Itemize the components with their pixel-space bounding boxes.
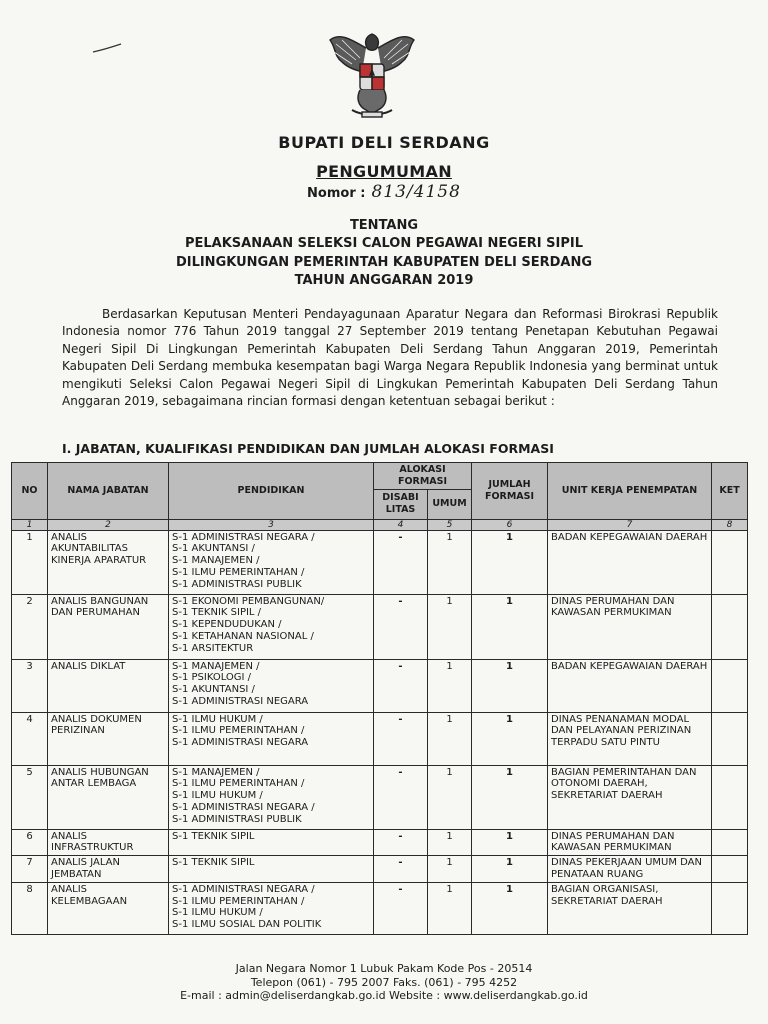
row-jabatan: ANALIS DOKUMEN PERIZINAN xyxy=(48,712,169,765)
column-number: 8 xyxy=(712,519,748,530)
pendidikan-line: S-1 EKONOMI PEMBANGUNAN/ xyxy=(172,595,325,607)
row-umum: 1 xyxy=(428,594,472,659)
col-header-no: NO xyxy=(12,463,48,520)
col-header-pendidikan: PENDIDIKAN xyxy=(169,463,374,520)
footer-phone: Telepon (061) - 795 2007 Faks. (061) - 795 4252 xyxy=(250,976,518,989)
table-row xyxy=(12,712,748,765)
col-header-jabatan: NAMA JABATAN xyxy=(48,463,169,520)
pendidikan-line: S-1 MANAJEMEN / xyxy=(172,555,260,567)
row-disabilitas: - xyxy=(374,882,428,934)
row-unit: BADAN KEPEGAWAIAN DAERAH xyxy=(548,659,712,712)
row-umum: 1 xyxy=(428,530,472,594)
row-pendidikan xyxy=(169,882,374,934)
table-row xyxy=(12,829,748,856)
col-header-disabilitas: DISABI LITAS xyxy=(374,489,428,519)
row-ket xyxy=(712,765,748,829)
doc-type: PENGUMUMAN xyxy=(316,162,452,181)
section-title: I. JABATAN, KUALIFIKASI PENDIDIKAN DAN JUMLAH ALOKASI FORMASI xyxy=(62,441,554,456)
row-jumlah: 1 xyxy=(472,594,548,659)
row-disabilitas: - xyxy=(374,530,428,594)
pen-mark xyxy=(92,42,122,56)
number-label: Nomor : xyxy=(307,186,366,201)
formasi-table xyxy=(11,462,748,935)
pendidikan-line: S-1 ADMINISTRASI PUBLIK xyxy=(172,578,302,590)
pendidikan-line: S-1 ADMINISTRASI NEGARA / xyxy=(172,801,315,813)
table-row xyxy=(12,856,748,883)
row-jumlah: 1 xyxy=(472,856,548,883)
column-number-row xyxy=(12,519,748,530)
pendidikan-line: S-1 ILMU HUKUM / xyxy=(172,790,263,802)
row-unit: BAGIAN ORGANISASI, SEKRETARIAT DAERAH xyxy=(548,882,712,934)
row-jabatan: ANALIS BANGUNAN DAN PERUMAHAN xyxy=(48,594,169,659)
row-jabatan: ANALIS HUBUNGAN ANTAR LEMBAGA xyxy=(48,765,169,829)
table-row xyxy=(12,530,748,594)
row-jumlah: 1 xyxy=(472,882,548,934)
pendidikan-line: S-1 ILMU HUKUM / xyxy=(172,907,263,919)
title-line-2: DILINGKUNGAN PEMERINTAH KABUPATEN DELI SERDANG xyxy=(175,255,593,270)
pendidikan-line: S-1 ILMU HUKUM / xyxy=(172,713,263,725)
pendidikan-line: S-1 ILMU SOSIAL DAN POLITIK xyxy=(172,919,322,931)
row-unit: DINAS PERUMAHAN DAN KAWASAN PERMUKIMAN xyxy=(548,594,712,659)
row-pendidikan xyxy=(169,712,374,765)
pendidikan-line: S-1 AKUNTANSI / xyxy=(172,684,255,696)
row-pendidikan xyxy=(169,829,374,856)
row-unit: DINAS PEKERJAAN UMUM DAN PENATAAN RUANG xyxy=(548,856,712,883)
pendidikan-line: S-1 ADMINISTRASI NEGARA / xyxy=(172,883,315,895)
tentang-label: TENTANG xyxy=(349,218,419,233)
row-ket xyxy=(712,829,748,856)
row-no: 1 xyxy=(12,530,48,594)
row-no: 8 xyxy=(12,882,48,934)
table-row xyxy=(12,765,748,829)
pendidikan-line: S-1 KETAHANAN NASIONAL / xyxy=(172,630,314,642)
number-value: 813/4158 xyxy=(371,182,461,202)
column-number: 5 xyxy=(428,519,472,530)
doc-number xyxy=(0,182,768,202)
row-jabatan: ANALIS DIKLAT xyxy=(48,659,169,712)
intro-paragraph: Berdasarkan Keputusan Menteri Pendayagunaan Aparatur Negara dan Reformasi Birokrasi Republik Indonesia nomor 776 Tahun 2019 tanggal 27 September 2019 tentang Penetapan Kebutuhan Pegawai Negeri Sipil Di Lingkungan Pemerintah Kabupaten Deli Serdang Tahun Anggaran 2019, Pemerintah Kabupaten Deli Serdang membuka kesempatan bagi Warga Negara Republik Indonesia yang berminat untuk mengikuti Seleksi Calon Pegawai Negeri Sipil di Lingkukan Pemerintah Kabupaten Deli Serdang Tahun Anggaran 2019, sebagaimana rincian formasi dengan ketentuan sebagai berikut : xyxy=(62,307,718,409)
row-no: 6 xyxy=(12,829,48,856)
column-number: 4 xyxy=(374,519,428,530)
pendidikan-line: S-1 KEPENDUDUKAN / xyxy=(172,619,282,631)
footer-address: Jalan Negara Nomor 1 Lubuk Pakam Kode Pos - 20514 xyxy=(235,962,533,975)
row-jabatan: ANALIS INFRASTRUKTUR xyxy=(48,829,169,856)
row-umum: 1 xyxy=(428,856,472,883)
col-header-ket: KET xyxy=(712,463,748,520)
row-disabilitas: - xyxy=(374,712,428,765)
pendidikan-line: S-1 ARSITEKTUR xyxy=(172,642,254,654)
row-disabilitas: - xyxy=(374,659,428,712)
row-disabilitas: - xyxy=(374,765,428,829)
row-jabatan: ANALIS JALAN JEMBATAN xyxy=(48,856,169,883)
row-jabatan: ANALIS AKUNTABILITAS KINERJA APARATUR xyxy=(48,530,169,594)
pendidikan-line: S-1 ADMINISTRASI NEGARA / xyxy=(172,531,315,543)
row-unit: BAGIAN PEMERINTAHAN DAN OTONOMI DAERAH, SEKRETARIAT DAERAH xyxy=(548,765,712,829)
row-unit: BADAN KEPEGAWAIAN DAERAH xyxy=(548,530,712,594)
row-no: 7 xyxy=(12,856,48,883)
column-number: 7 xyxy=(548,519,712,530)
pendidikan-line: S-1 ADMINISTRASI PUBLIK xyxy=(172,813,302,825)
table-row xyxy=(12,594,748,659)
column-number: 3 xyxy=(169,519,374,530)
col-header-jumlah: JUMLAH FORMASI xyxy=(472,463,548,520)
pendidikan-line: S-1 MANAJEMEN / xyxy=(172,660,260,672)
row-no: 5 xyxy=(12,765,48,829)
garuda-emblem-icon xyxy=(322,26,422,126)
col-header-unit: UNIT KERJA PENEMPATAN xyxy=(548,463,712,520)
row-umum: 1 xyxy=(428,712,472,765)
row-jabatan: ANALIS KELEMBAGAAN xyxy=(48,882,169,934)
row-no: 2 xyxy=(12,594,48,659)
row-ket xyxy=(712,882,748,934)
column-number: 1 xyxy=(12,519,48,530)
row-umum: 1 xyxy=(428,765,472,829)
table-row xyxy=(12,882,748,934)
pendidikan-line: S-1 TEKNIK SIPIL xyxy=(172,857,255,869)
row-umum: 1 xyxy=(428,659,472,712)
title-line-1: PELAKSANAAN SELEKSI CALON PEGAWAI NEGERI SIPIL xyxy=(184,236,583,251)
row-jumlah: 1 xyxy=(472,530,548,594)
pendidikan-line: S-1 ADMINISTRASI NEGARA xyxy=(172,737,309,749)
pendidikan-line: S-1 AKUNTANSI / xyxy=(172,543,255,555)
pendidikan-line: S-1 TEKNIK SIPIL / xyxy=(172,607,262,619)
row-jumlah: 1 xyxy=(472,829,548,856)
col-header-umum: UMUM xyxy=(428,489,472,519)
issuer-name: BUPATI DELI SERDANG xyxy=(278,133,490,152)
table-row xyxy=(12,659,748,712)
row-disabilitas: - xyxy=(374,856,428,883)
row-pendidikan xyxy=(169,765,374,829)
pendidikan-line: S-1 ILMU PEMERINTAHAN / xyxy=(172,778,305,790)
pendidikan-line: S-1 TEKNIK SIPIL xyxy=(172,830,255,842)
row-unit: DINAS PERUMAHAN DAN KAWASAN PERMUKIMAN xyxy=(548,829,712,856)
row-pendidikan xyxy=(169,594,374,659)
row-disabilitas: - xyxy=(374,594,428,659)
pendidikan-line: S-1 ADMINISTRASI NEGARA xyxy=(172,695,309,707)
row-pendidikan xyxy=(169,530,374,594)
row-umum: 1 xyxy=(428,882,472,934)
pendidikan-line: S-1 ILMU PEMERINTAHAN / xyxy=(172,895,305,907)
row-ket xyxy=(712,712,748,765)
row-no: 3 xyxy=(12,659,48,712)
row-jumlah: 1 xyxy=(472,765,548,829)
title-line-3: TAHUN ANGGARAN 2019 xyxy=(294,273,474,288)
col-header-alokasi: ALOKASI FORMASI xyxy=(374,463,472,490)
row-ket xyxy=(712,594,748,659)
row-disabilitas: - xyxy=(374,829,428,856)
column-number: 2 xyxy=(48,519,169,530)
footer-contact: E-mail : admin@deliserdangkab.go.id Website : www.deliserdangkab.go.id xyxy=(180,989,588,1002)
pendidikan-line: S-1 ILMU PEMERINTAHAN / xyxy=(172,566,305,578)
pendidikan-line: S-1 MANAJEMEN / xyxy=(172,766,260,778)
row-ket xyxy=(712,856,748,883)
row-pendidikan xyxy=(169,659,374,712)
row-jumlah: 1 xyxy=(472,659,548,712)
column-number: 6 xyxy=(472,519,548,530)
pendidikan-line: S-1 PSIKOLOGI / xyxy=(172,672,252,684)
pendidikan-line: S-1 ILMU PEMERINTAHAN / xyxy=(172,725,305,737)
row-umum: 1 xyxy=(428,829,472,856)
row-ket xyxy=(712,659,748,712)
row-no: 4 xyxy=(12,712,48,765)
row-ket xyxy=(712,530,748,594)
row-unit: DINAS PENANAMAN MODAL DAN PELAYANAN PERIZINAN TERPADU SATU PINTU xyxy=(548,712,712,765)
row-pendidikan xyxy=(169,856,374,883)
row-jumlah: 1 xyxy=(472,712,548,765)
